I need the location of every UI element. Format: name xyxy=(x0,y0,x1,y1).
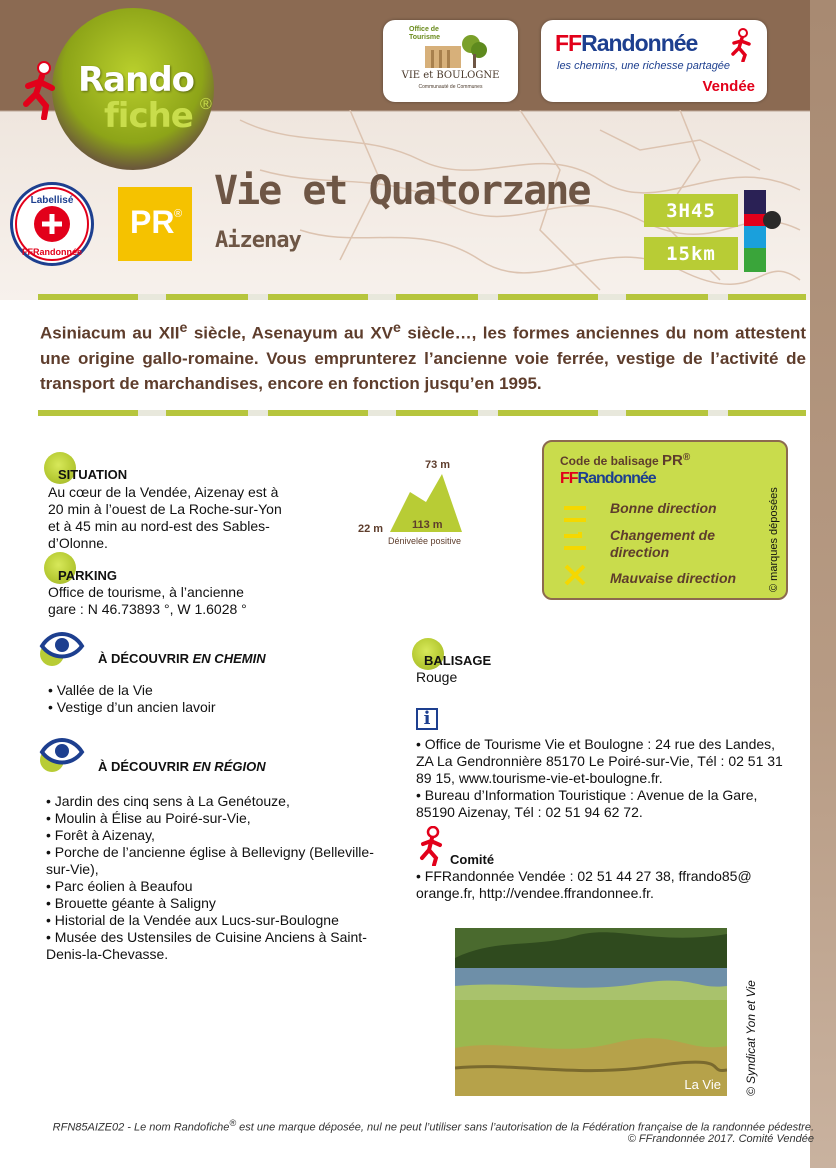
ffr-tagline: les chemins, une richesse partagée xyxy=(557,60,731,72)
photo-credit xyxy=(744,932,758,1096)
divider-top xyxy=(38,294,806,300)
pr-reg-mark: ® xyxy=(174,208,183,220)
good-direction-label: Bonne direction xyxy=(610,500,717,516)
list-item: • Musée des Ustensiles de Cuisine Anciens à Saint-Denis-la-Chevasse. xyxy=(46,929,386,963)
list-item: • Historial de la Vendée aux Lucs-sur-Boulogne xyxy=(46,912,386,929)
duration-value: 3H45 xyxy=(666,200,716,222)
ffr-brand xyxy=(555,30,697,57)
eye-icon xyxy=(38,734,86,776)
good-direction-mark-icon xyxy=(562,502,588,528)
hiker-icon xyxy=(18,60,66,120)
parking-text: Office de tourisme, à l’ancienne gare : N 46.73893 °, W 1.6028 ° xyxy=(48,584,247,617)
intro-text xyxy=(40,316,806,396)
list-item: • Porche de l’ancienne église à Bellevigny (Belleville-sur-Vie), xyxy=(46,844,386,878)
balisage-value: Rouge xyxy=(416,669,458,685)
info-office: • Office de Tourisme Vie et Boulogne : 24 rue des Landes, ZA La Gendronnière 85170 Le Poiré-sur-Vie, Tél : 02 51 31 89 15, www.tourisme-vie-et-boulogne.fr. xyxy=(416,736,783,786)
region-list xyxy=(46,793,386,963)
comite-text-value: FFRandonnée Vendée : 02 51 44 27 38, ffrando85@ orange.fr, http://vendee.ffrandonnee.fr. xyxy=(416,868,752,901)
parking-title: PARKING xyxy=(58,568,117,583)
river-landscape-image xyxy=(455,928,727,1096)
duration-box xyxy=(644,194,738,227)
chemin-title xyxy=(98,651,266,666)
photo-credit-text: © Syndicat Yon et Vie xyxy=(744,980,758,1096)
bad-direction-mark-icon xyxy=(562,562,588,588)
comite-title: Comité xyxy=(450,852,495,867)
label-top-text: Labellisé xyxy=(30,195,74,206)
change-direction-mark-icon xyxy=(562,530,588,556)
balisage-title: BALISAGE xyxy=(424,653,492,668)
info-office-text: Office de Tourisme Vie et Boulogne : 24 rue des Landes, ZA La Gendronnière 85170 Le Poiré-sur-Vie, Tél : 02 51 31 89 15, www.tourisme-vie-et-boulogne.fr. xyxy=(416,736,783,786)
ot-small-text-2: Tourisme xyxy=(409,34,440,41)
change-direction-label: Changement de direction xyxy=(610,527,716,560)
chemin-title-em: EN CHEMIN xyxy=(192,651,266,666)
ot-name: VIE et BOULOGNE xyxy=(401,70,500,81)
balisage-code-box xyxy=(542,440,788,600)
chemin-list xyxy=(48,682,288,716)
trademark-note xyxy=(768,482,782,592)
ffr-randonnee: Randonnée xyxy=(581,30,698,56)
ffr-ff: FF xyxy=(555,30,582,56)
comite-hiker-icon xyxy=(418,826,446,866)
elevation-gain: 113 m xyxy=(412,519,443,531)
footer-legal-part2: est une marque déposée, nul ne peut l’utiliser sans l’autorisation de la Fédération française de la randonnée pédestre. xyxy=(236,1121,814,1134)
difficulty-pointer-icon xyxy=(763,211,781,229)
elevation-label: Dénivelée positive xyxy=(388,536,462,546)
page-subtitle: Aizenay xyxy=(215,228,301,253)
list-item: • Moulin à Élise au Poiré-sur-Vie, xyxy=(46,810,386,827)
region-title-em: EN RÉGION xyxy=(192,759,266,774)
page-title: Vie et Quatorzane xyxy=(214,168,590,214)
balisage-code-reg: ® xyxy=(682,452,691,463)
situation-title: SITUATION xyxy=(58,467,128,482)
balisage-ffr-logo xyxy=(560,470,656,488)
footer-reg-mark: ® xyxy=(229,1118,237,1128)
balisage-ffr-randonnee: Randonnée xyxy=(577,470,656,487)
photo-caption: La Vie xyxy=(684,1077,721,1092)
info-bureau-text: Bureau d’Information Touristique : Avenue de la Gare, 85190 Aizenay, Tél : 02 51 94 62 72. xyxy=(416,787,758,820)
pr-badge xyxy=(118,187,192,261)
list-item: • Vallée de la Vie xyxy=(48,682,288,699)
ot-small-text-1: Office de xyxy=(409,26,439,33)
pr-text: PR xyxy=(130,204,175,240)
intro-part3: siècle…, les formes anciennes du nom attestent une origine gallo-romaine. Vous emprunterez l’ancienne voie ferrée, vestige de l’activité de transport de marchandises, encore en fonction jusqu’en 1995. xyxy=(40,323,806,393)
ot-sub: Communauté de Communes xyxy=(418,84,483,90)
labellise-badge xyxy=(10,182,94,266)
difficulty-bar-blue xyxy=(744,226,766,248)
situation-text: Au cœur de la Vendée, Aizenay est à 20 min à l’ouest de La Roche-sur-Yon et à 45 min au nord-est des Sables-d’Olonne. xyxy=(48,484,282,551)
list-item: • Jardin des cinq sens à La Genétouze, xyxy=(46,793,386,810)
region-title xyxy=(98,759,266,774)
fiche-word: fiche xyxy=(104,96,193,136)
balisage-code-pr: PR xyxy=(662,452,683,469)
elevation-max: 73 m xyxy=(425,459,451,471)
rando-word: Rando xyxy=(78,60,195,100)
intro-sup1: e xyxy=(179,320,188,336)
divider-bottom xyxy=(38,410,806,416)
difficulty-bar-green xyxy=(744,248,766,272)
chemin-title-plain: À DÉCOUVRIR xyxy=(98,651,190,666)
list-item: • Brouette géante à Saligny xyxy=(46,895,386,912)
intro-part2: siècle, Asenayum au XV xyxy=(187,323,394,343)
trademark-text: © marques déposées xyxy=(768,487,780,592)
distance-box xyxy=(644,237,738,270)
eye-icon xyxy=(38,628,86,670)
intro-part1: Asiniacum au XII xyxy=(40,323,180,343)
randofiche-logo xyxy=(18,8,218,168)
distance-value: 15km xyxy=(666,243,716,265)
footer-legal xyxy=(53,1118,814,1134)
list-item: • Vestige d’un ancien lavoir xyxy=(48,699,288,716)
river-photo xyxy=(455,928,727,1096)
labellise-seal-icon xyxy=(13,185,91,263)
ffrandonnee-logo xyxy=(541,20,767,102)
info-icon: i xyxy=(416,708,438,730)
info-bureau: • Bureau d’Information Touristique : Avenue de la Gare, 85190 Aizenay, Tél : 02 51 94 62 72. xyxy=(416,787,758,820)
elevation-min: 22 m xyxy=(358,523,384,535)
elevation-profile xyxy=(350,452,490,552)
bad-direction-label: Mauvaise direction xyxy=(610,570,737,586)
difficulty-bar-navy xyxy=(744,190,766,214)
balisage-ffr-ff: FF xyxy=(560,470,578,487)
ffr-hiker-icon xyxy=(729,28,755,62)
ffr-region: Vendée xyxy=(702,78,755,95)
intro-sup2: e xyxy=(393,320,401,336)
balisage-code-title-text: Code de balisage xyxy=(560,454,659,468)
registered-mark: ® xyxy=(200,96,212,113)
right-decorative-band xyxy=(810,0,836,1168)
footer-copyright: © FFrandonnée 2017. Comité Vendée xyxy=(627,1133,814,1145)
comite-text: • FFRandonnée Vendée : 02 51 44 27 38, ffrando85@ orange.fr, http://vendee.ffrandonnee.fr. xyxy=(416,868,752,901)
office-tourisme-logo xyxy=(383,20,518,102)
region-title-plain: À DÉCOUVRIR xyxy=(98,759,190,774)
list-item: • Forêt à Aizenay, xyxy=(46,827,386,844)
list-item: • Parc éolien à Beaufou xyxy=(46,878,386,895)
label-bottom-text: FFRandonnée xyxy=(22,247,82,257)
balisage-code-title xyxy=(560,452,690,469)
footer-legal-part1: RFN85AIZE02 - Le nom Randofiche xyxy=(52,1121,230,1134)
building-tree-icon xyxy=(421,34,491,70)
